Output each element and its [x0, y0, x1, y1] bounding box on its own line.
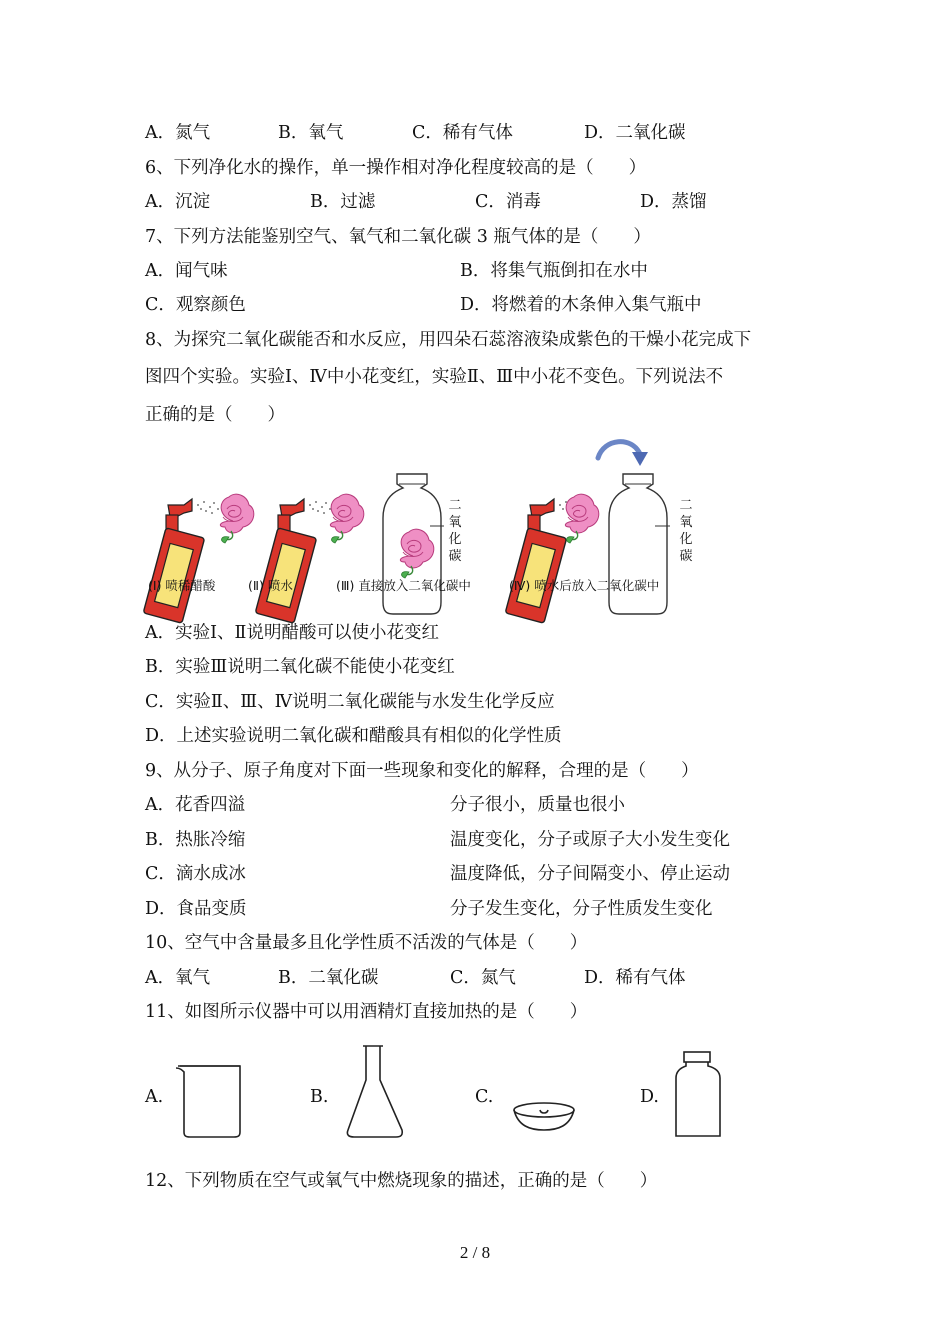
q7-option-b: B．将集气瓶倒扣在水中	[460, 261, 648, 281]
q8-option-d: D．上述实验说明二氧化碳和醋酸具有相似的化学性质	[145, 726, 562, 746]
rose-1-icon	[220, 494, 253, 543]
q6-option-c: C．消毒	[475, 192, 541, 212]
q5-option-d: D．二氧化碳	[584, 123, 686, 143]
q8-option-b: B．实验Ⅲ说明二氧化碳不能使小花变红	[145, 657, 455, 677]
q6-option-d: D．蒸馏	[640, 192, 707, 212]
q11-stem: 11、如图所示仪器中可以用酒精灯直接加热的是（ ）	[145, 1002, 588, 1022]
caption-4: (Ⅳ) 喷水后放入二氧化碳中	[509, 578, 660, 593]
caption-2: (Ⅱ) 喷水	[248, 578, 293, 593]
q11-option-b-label: B.	[310, 1087, 329, 1107]
q5-option-a: A．氮气	[145, 123, 211, 143]
q11-option-d-label: D.	[640, 1087, 659, 1107]
rose-4-icon	[565, 494, 598, 543]
q9-row-b-phenomenon: B．热胀冷缩	[145, 830, 246, 850]
q8-stem-line-1: 8、为探究二氧化碳能否和水反应，用四朵石蕊溶液染成紫色的干燥小花完成下	[145, 330, 752, 350]
caption-3: (Ⅲ) 直接放入二氧化碳中	[336, 578, 471, 593]
q5-option-c: C．稀有气体	[412, 123, 513, 143]
q9-row-d-phenomenon: D．食品变质	[145, 899, 247, 919]
q9-stem: 9、从分子、原子角度对下面一些现象和变化的解释，合理的是（ ）	[145, 761, 699, 781]
reagent-bottle-icon	[676, 1052, 720, 1136]
q5-option-b: B．氧气	[278, 123, 344, 143]
q9-row-a-phenomenon: A．花香四溢	[145, 795, 246, 815]
q11-instruments	[0, 1040, 950, 1150]
jar-4-label: 二 氧 化 碳	[679, 498, 693, 564]
q9-row-a-explanation: 分子很小，质量也很小	[450, 795, 625, 815]
q7-option-c: C．观察颜色	[145, 295, 246, 315]
q11-option-c-label: C.	[475, 1087, 494, 1107]
curved-arrow-icon	[598, 442, 648, 466]
q10-option-c: C．氮气	[450, 968, 516, 988]
q8-figure-art	[0, 430, 950, 610]
evaporating-dish-icon	[514, 1103, 574, 1130]
q11-option-a-label: A.	[145, 1087, 164, 1107]
q9-row-c-explanation: 温度降低，分子间隔变小、停止运动	[450, 864, 730, 884]
q6-option-a: A．沉淀	[145, 192, 211, 212]
q9-row-d-explanation: 分子发生变化，分子性质发生变化	[450, 899, 713, 919]
q6-stem: 6、下列净化水的操作，单一操作相对净化程度较高的是（ ）	[145, 158, 647, 178]
q8-option-c: C．实验Ⅱ、Ⅲ、Ⅳ说明二氧化碳能与水发生化学反应	[145, 692, 555, 712]
bottle-2-icon	[255, 499, 335, 623]
q7-option-a: A．闻气味	[145, 261, 228, 281]
rose-2-icon	[330, 494, 363, 543]
page-number: 2 / 8	[459, 1243, 491, 1262]
q10-option-d: D．稀有气体	[584, 968, 686, 988]
conical-flask-icon	[347, 1046, 402, 1137]
q8-stem-line-2: 图四个实验。实验Ⅰ、Ⅳ中小花变红，实验Ⅱ、Ⅲ中小花不变色。下列说法不	[145, 367, 724, 387]
q10-option-a: A．氧气	[145, 968, 211, 988]
caption-1: (I) 喷稀醋酸	[148, 578, 216, 593]
q7-stem: 7、下列方法能鉴别空气、氧气和二氧化碳 3 瓶气体的是（ ）	[145, 227, 651, 247]
q12-stem: 12、下列物质在空气或氧气中燃烧现象的描述，正确的是（ ）	[145, 1171, 658, 1191]
q7-option-d: D．将燃着的木条伸入集气瓶中	[460, 295, 702, 315]
q9-row-c-phenomenon: C．滴水成冰	[145, 864, 246, 884]
q10-option-b: B．二氧化碳	[278, 968, 379, 988]
beaker-icon	[176, 1066, 240, 1137]
q9-row-b-explanation: 温度变化，分子或原子大小发生变化	[450, 830, 730, 850]
q10-stem: 10、空气中含量最多且化学性质不活泼的气体是（ ）	[145, 933, 588, 953]
q8-option-a: A．实验Ⅰ、Ⅱ说明醋酸可以使小花变红	[145, 623, 439, 643]
q8-stem-line-3: 正确的是（ ）	[145, 405, 285, 425]
q6-option-b: B．过滤	[310, 192, 376, 212]
jar-3-label: 二 氧 化 碳	[448, 498, 462, 564]
bottle-1-icon	[143, 499, 223, 623]
